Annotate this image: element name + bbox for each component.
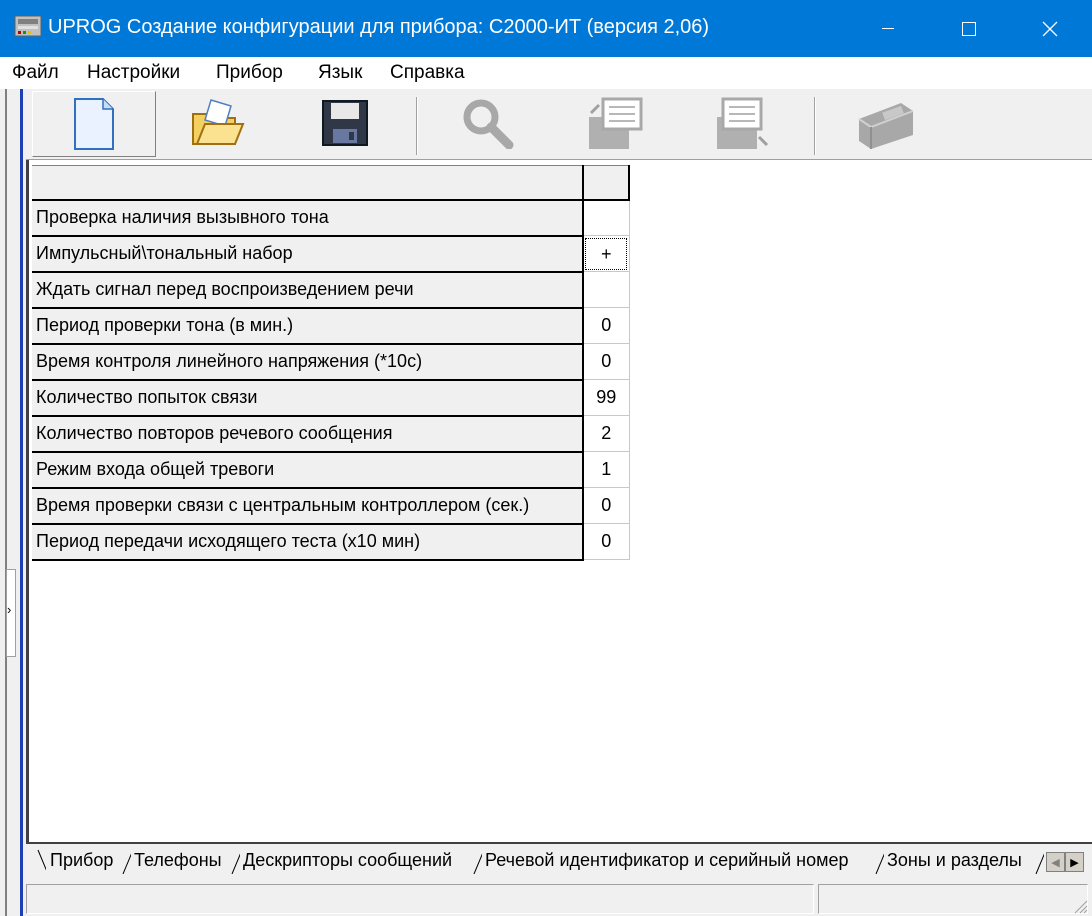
tab-message-descriptors[interactable]: Дескрипторы сообщений [243,850,453,870]
row-label: Импульсный\тональный набор [32,236,583,272]
open-folder-icon [189,96,245,150]
left-splitter [0,89,26,916]
table-row[interactable] [32,308,629,344]
tab-strip [26,844,1092,878]
table-row[interactable] [32,272,629,308]
search-magnifier-icon [459,97,515,149]
tab-device[interactable]: Прибор [50,850,114,870]
resize-grip-icon[interactable] [1072,898,1088,914]
tab-voice-id-serial[interactable]: Речевой идентификатор и серийный номер [485,850,849,870]
row-label: Режим входа общей тревоги [32,452,583,488]
row-label: Время проверки связи с центральным контроллером (сек.) [32,488,583,524]
table-header-label [32,166,583,200]
row-value-cell[interactable] [583,200,629,236]
chevron-right-icon[interactable]: › [7,602,12,617]
write-config-icon [713,95,773,151]
arrow-right-icon: ▶ [1070,856,1079,869]
table-row[interactable] [32,380,629,416]
tab-scroll-buttons [1046,852,1084,872]
row-label: Период проверки тона (в мин.) [32,308,583,344]
toolbar-separator [416,97,418,155]
menu-device[interactable]: Прибор [216,62,283,83]
tab-scroll-left-button[interactable] [1046,852,1065,872]
tab-phones[interactable]: Телефоны [134,850,222,870]
menu-file[interactable]: Файл [12,62,59,83]
title-bar [0,0,1092,57]
row-value-cell[interactable]: 1 [583,452,629,488]
table-row[interactable] [32,452,629,488]
table-row[interactable] [32,416,629,452]
parameters-table [32,165,630,561]
close-icon [1042,21,1058,37]
row-label: Количество попыток связи [32,380,583,416]
config-grid-panel [26,160,1092,843]
close-button[interactable] [1010,0,1090,57]
status-bar [26,878,1092,916]
read-config-icon [585,95,645,151]
status-panel-secondary [818,884,1088,914]
tab-zones-partitions[interactable]: Зоны и разделы [887,850,1022,870]
table-row[interactable] [32,524,629,560]
save-floppy-icon [321,99,369,147]
row-value-cell[interactable] [583,272,629,308]
app-icon [14,14,42,40]
tab-edge-icon [874,848,884,874]
maximize-button[interactable] [929,0,1009,57]
row-label: Количество повторов речевого сообщения [32,416,583,452]
table-header-row [32,166,629,200]
row-value-cell[interactable]: 0 [583,488,629,524]
new-file-icon [71,97,117,151]
new-file-button[interactable] [32,91,156,157]
row-label: Период передачи исходящего теста (х10 мин) [32,524,583,560]
tab-edge-icon [36,848,46,874]
row-value-cell[interactable]: 0 [583,344,629,380]
row-value-cell[interactable]: 2 [583,416,629,452]
open-file-button[interactable] [156,91,278,155]
menu-language[interactable]: Язык [318,62,363,83]
save-button[interactable] [284,91,406,155]
device-button[interactable] [824,91,946,155]
status-panel-main [26,884,814,914]
menu-bar [0,57,1092,89]
splitter-accent-line [20,89,23,916]
tab-edge-icon [230,848,240,874]
table-row[interactable] [32,344,629,380]
row-value-cell[interactable]: 99 [583,380,629,416]
row-label: Проверка наличия вызывного тона [32,200,583,236]
toolbar [26,89,1092,160]
write-config-button[interactable] [682,91,804,155]
table-row[interactable] [32,488,629,524]
search-button[interactable] [426,91,548,155]
table-row[interactable] [32,236,629,272]
row-value-cell[interactable]: 0 [583,308,629,344]
read-config-button[interactable] [554,91,676,155]
menu-settings[interactable]: Настройки [87,62,181,83]
minimize-button[interactable] [848,0,928,57]
row-label: Ждать сигнал перед воспроизведением речи [32,272,583,308]
device-icon [853,95,917,151]
tab-edge-icon [121,848,131,874]
tab-edge-icon [472,848,482,874]
splitter-line [5,89,7,916]
row-value-cell-focused[interactable] [583,236,629,272]
focused-value[interactable]: + [585,238,627,270]
row-label: Время контроля линейного напряжения (*10с) [32,344,583,380]
tab-scroll-right-button[interactable] [1065,852,1084,872]
arrow-left-icon: ◀ [1051,856,1060,869]
table-row[interactable] [32,200,629,236]
tab-edge-icon [1034,848,1044,874]
row-value-cell[interactable]: 0 [583,524,629,560]
window-title: UPROG Создание конфигурации для прибора: С2000-ИТ (версия 2,06) [48,16,710,38]
menu-help[interactable]: Справка [390,62,465,83]
toolbar-separator [814,97,816,155]
table-header-value [583,166,629,200]
